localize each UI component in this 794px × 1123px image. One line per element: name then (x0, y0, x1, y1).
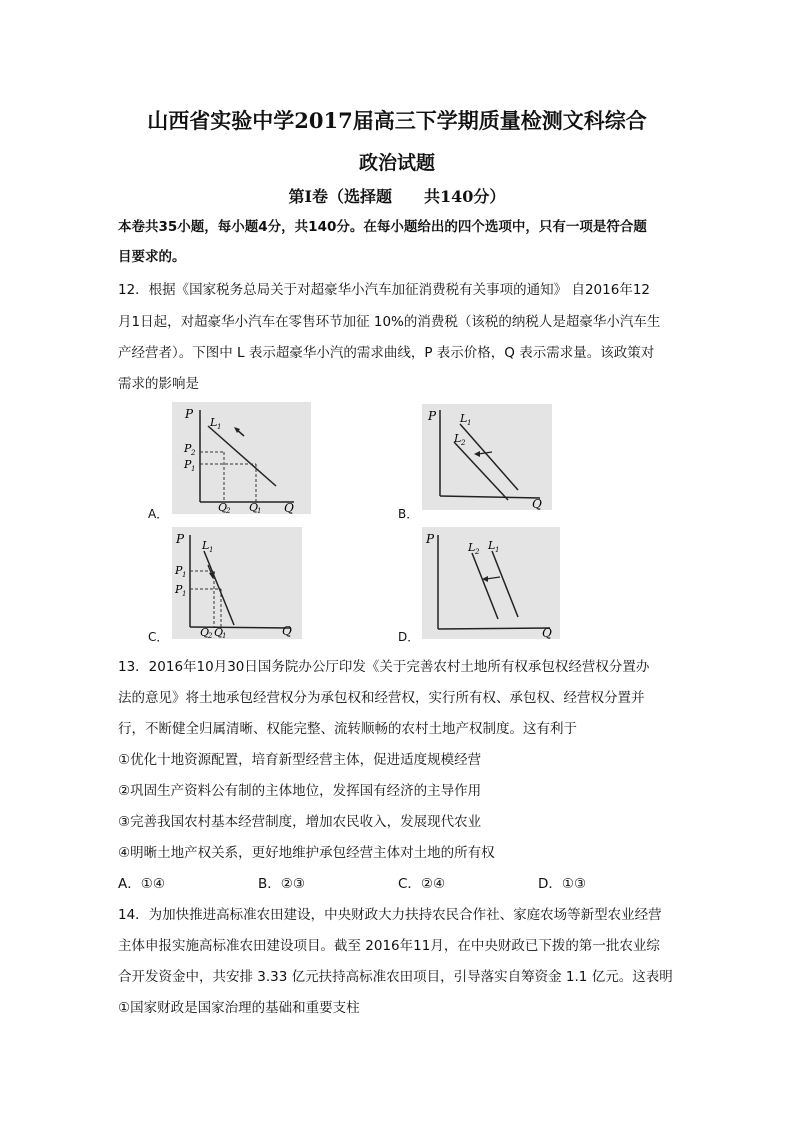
question-14-text: 14．为加快推进高标准农田建设，中央财政大力扶持农民合作社、家庭农场等新型农业经营 (118, 907, 662, 923)
graph-a-q2-sub: 2 (226, 507, 231, 514)
graph-b-p-axis-label: P (428, 409, 437, 423)
question-13-option-b: B．②③ (258, 876, 305, 892)
graph-d-p-axis-label: P (426, 532, 435, 546)
graph-c (172, 527, 302, 639)
graph-c-p2-label: P (175, 583, 183, 596)
graph-c-p1-sub: 1 (182, 571, 187, 579)
graph-a-q1-sub: 1 (257, 507, 262, 514)
question-13-text: 13．2016年10月30日国务院办公厅印发《关于完善农村土地所有权承包权经营权分置办 (118, 659, 650, 675)
question-12-text: 12．根据《国家税务总局关于对超豪华小汽车加征消费税有关事项的通知》 自2016年12 (118, 282, 651, 298)
graph-a-p2-label: P (184, 442, 192, 455)
graph-d (422, 527, 560, 639)
graph-a-q1-label: Q (249, 501, 259, 514)
question-13-option-c: C．②④ (398, 876, 446, 892)
graph-d-l2-sub: 2 (475, 548, 480, 556)
question-14-statement: ①国家财政是国家治理的基础和重要支柱 (118, 1000, 360, 1016)
page-title: 山西省实验中学2017届高三下学期质量检测文科综合 (147, 108, 647, 133)
graph-c-background (172, 527, 302, 639)
question-13-statement: ④明晰土地产权关系，更好地维护承包经营主体对土地的所有权 (118, 845, 495, 861)
question-14-text: 合开发资金中，共安排 3.33 亿元扶持高标准农田项目，引导落实自筹资金 1.1 亿元。这表明 (118, 969, 673, 985)
instructions-line: 本卷共35小题，每小题4分，共140分。在每小题给出的四个选项中，只有一项是符合题 (118, 219, 647, 235)
page-subtitle: 政治试题 (358, 152, 435, 174)
question-13-statement: ②巩固生产资料公有制的主体地位，发挥国有经济的主导作用 (118, 783, 482, 799)
question-12-text: 需求的影响是 (118, 376, 199, 392)
graph-b-l1-label: L (460, 412, 468, 425)
instructions-line: 目要求的。 (118, 249, 186, 265)
graph-a-q2-label: Q (218, 501, 228, 514)
question-13-option-a: A．①④ (118, 876, 165, 892)
section-heading: 第Ⅰ卷（选择题 共140分） (288, 187, 506, 206)
option-b-label: B． (398, 507, 419, 521)
graph-a-p2-sub: 2 (191, 449, 196, 457)
question-12-text: 产经营者）。下图中 L 表示超豪华小汽的需求曲线，P 表示价格，Q 表示需求量。该政策对 (118, 345, 655, 361)
graph-d-x-axis (438, 628, 550, 629)
option-a-label: A． (148, 507, 169, 521)
graph-a-l-label: L (210, 416, 218, 429)
graph-c-p-axis-label: P (176, 532, 185, 546)
graph-b (422, 404, 552, 510)
question-12-text: 月1日起，对超豪华小汽车在零售环节加征 10%的消费税（该税的纳税人是超豪华小汽车生 (118, 314, 661, 330)
question-13-option-d: D．①③ (538, 876, 587, 892)
graph-a-p-axis-label: P (185, 407, 194, 421)
graph-c-q2-sub: 2 (208, 632, 213, 639)
graph-c-p1-label: P (175, 564, 183, 577)
graph-c-l1-sub: 1 (209, 546, 214, 554)
graph-c-q2-label: Q (200, 626, 210, 639)
question-14-text: 主体申报实施高标准农田建设项目。截至 2016年11月，在中央财政已下拨的第一批农业综 (118, 938, 660, 954)
option-c-label: C． (148, 630, 169, 644)
question-13-text: 法的意见》将土地承包经营权分为承包权和经营权，实行所有权、承包权、经营权分置并 (118, 690, 645, 706)
question-13-statement: ①优化十地资源配置，培育新型经营主体，促进适度规模经营 (118, 752, 482, 768)
graph-b-l1-sub: 1 (467, 419, 472, 427)
graph-a-p1-label: P (184, 458, 192, 471)
graph-c-q-axis-label: Q (282, 624, 292, 638)
graph-d-l1-label: L (488, 539, 496, 552)
graph-c-q1-label: Q (214, 626, 224, 639)
graph-a-p1-sub: 1 (191, 465, 196, 473)
graph-c-l1-label: L (202, 539, 210, 552)
graph-a (172, 402, 311, 514)
question-13-text: 行，不断健全归属清晰、权能完整、流转顺畅的农村土地产权制度。这有利于 (118, 721, 577, 737)
graph-b-l2-sub: 2 (461, 439, 466, 447)
graph-d-l1-sub: 1 (495, 546, 500, 554)
graph-b-l2-label: L (454, 432, 462, 445)
graph-d-q-axis-label: Q (542, 626, 552, 639)
graph-c-p2-sub: 1 (182, 590, 187, 598)
option-d-label: D． (398, 630, 420, 644)
graph-a-l-sub: 1 (217, 423, 222, 431)
graph-d-l2-label: L (468, 541, 476, 554)
graph-c-q1-sub: 1 (222, 632, 227, 639)
graph-b-background (422, 404, 552, 510)
question-13-statement: ③完善我国农村基本经营制度，增加农民收入，发展现代农业 (118, 814, 482, 830)
graph-b-q-axis-label: Q (532, 497, 542, 510)
graph-a-q-axis-label: Q (284, 501, 294, 514)
